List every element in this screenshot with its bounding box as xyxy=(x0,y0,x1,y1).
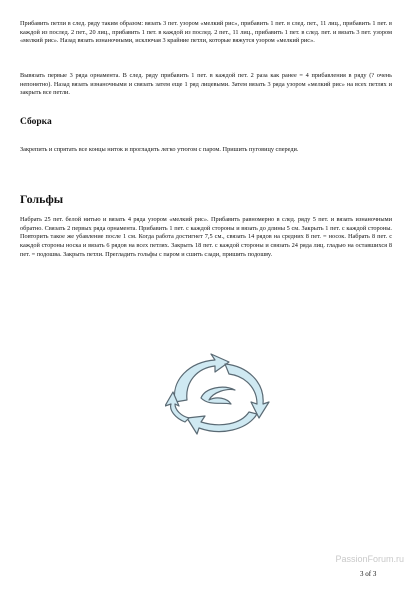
paragraph-golfs: Набрать 25 пет. белой нитью и вязать 4 ряда узором «мелкий рис». Прибавить равномерно в след. ряду 5 пет. и вязать изнаночными обратно. Связать 2 первых ряда орнамента. Прибавить 1 пет. с каждой стороны и вязать до длины 5 см. Закрыть 1 пет. с каждой стороны. Повторить такое же убавление после 1 см. Когда работа достигнет 7,5 см., связать 14 рядов на средних 8 пет. = носок. Набрать 8 пет. с каждой стороны носка и вязать 6 рядов на всех петлях. Закрыть 18 пет. с каждой стороны и связать 24 ряда лиц. гладью на оставшихся 8 пет. = подошва. Закрыть петли. Прегладить гольфы с паром и сшить сзади, пришить подошву. xyxy=(20,216,392,258)
watermark-text: PassionForum.ru xyxy=(335,554,404,564)
paragraph-assembly: Закрепить и спрятать все концы ниток и прогладить легко утюгом с паром. Пришить пуговицу спереди. xyxy=(20,146,299,153)
heading-assembly: Сборка xyxy=(20,117,52,127)
heading-golfs: Гольфы xyxy=(20,192,64,206)
page-number: 3 of 3 xyxy=(360,570,377,578)
paragraph-ornament: Вывязать первые 3 ряда орнамента. В след. ряду прибавить 1 пет. в каждой пет. 2 раза как ранее = 4 прибавления в ряду (? очень непонятно). Назад вязать изнаночными и связать затем еще 1 ряд лицевыми. Затем вязать 3 ряда узором «мелкий рис» на всех петлях и закрыть все петли. xyxy=(20,72,392,97)
paragraph-increase-rows: Прибавить петли в след. ряду таким образом: вязать 3 пет. узором «мелкий рис», прибавить 1 пет. в след. пет., 11 лиц., прибавить 1 пет. в каждой из послед. 2 пет., 20 лиц., прибавить 1 пет. в каждой из послед. 2 пет., 11 лиц., прибавить 1 пет. в след. пет. и вязать 3 пет. узором «мелкий рис». Назад вязать изнаночными, исключая 3 крайние петли, которые вяжутся узором «мелкий рис». xyxy=(20,20,392,45)
swirl-logo-icon xyxy=(165,352,271,436)
